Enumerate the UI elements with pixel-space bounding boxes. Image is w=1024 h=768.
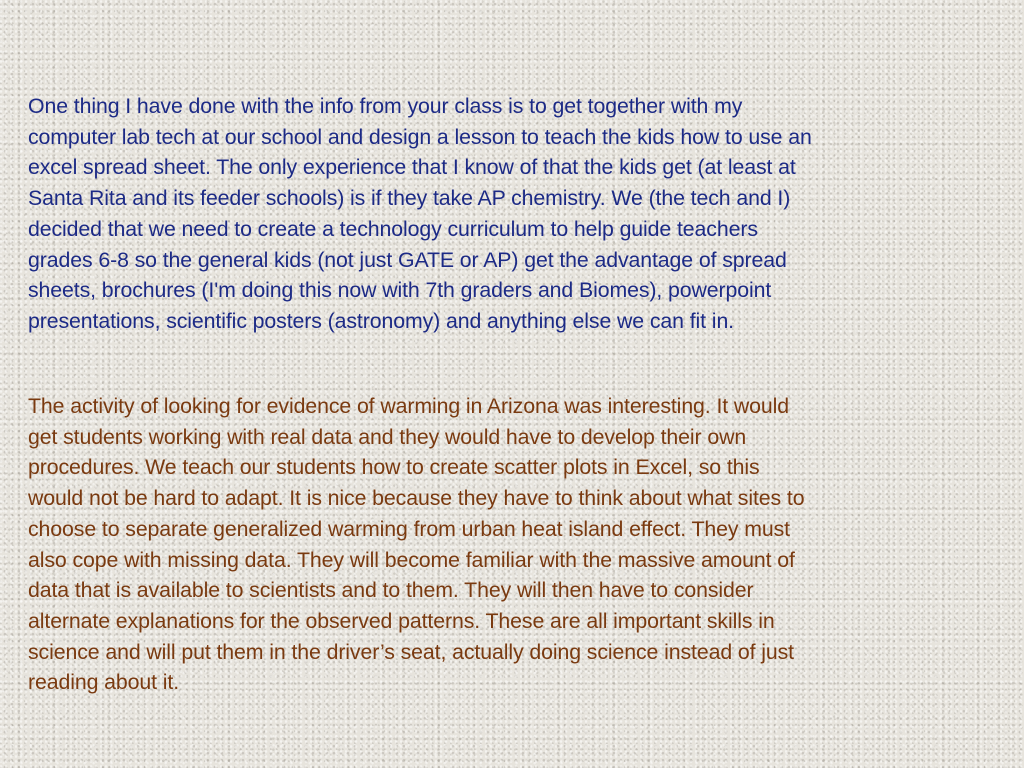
paragraph-arizona-warming-activity [28, 391, 988, 698]
text-line: choose to separate generalized warming from urban heat island effect. They must [28, 516, 790, 541]
text-line: decided that we need to create a technology curriculum to help guide teachers [28, 216, 758, 241]
text-line: would not be hard to adapt. It is nice because they have to think about what sites to [28, 486, 805, 511]
text-line: get students working with real data and they would have to develop their own [28, 424, 747, 449]
text-line: Santa Rita and its feeder schools) is if they take AP chemistry. We (the tech and I) [28, 186, 791, 211]
text-line: sheets, brochures (I'm doing this now with 7th graders and Biomes), powerpoint [28, 278, 772, 303]
text-line: computer lab tech at our school and design a lesson to teach the kids how to use an [28, 124, 812, 149]
paragraph-lab-tech-curriculum [28, 91, 988, 337]
text-line: data that is available to scientists and to them. They will then have to consider [28, 578, 754, 603]
text-line: procedures. We teach our students how to create scatter plots in Excel, so this [28, 455, 760, 480]
text-line: presentations, scientific posters (astronomy) and anything else we can fit in. [28, 308, 735, 333]
text-line: alternate explanations for the observed patterns. These are all important skills in [28, 608, 775, 633]
text-line: The activity of looking for evidence of warming in Arizona was interesting. It would [28, 394, 790, 418]
text-line: also cope with missing data. They will become familiar with the massive amount of [28, 547, 795, 572]
text-line: grades 6-8 so the general kids (not just GATE or AP) get the advantage of spread [28, 247, 787, 272]
text-line: excel spread sheet. The only experience that I know of that the kids get (at least at [28, 155, 796, 180]
text-line: science and will put them in the driver’s seat, actually doing science instead of just [28, 639, 795, 664]
text-line: One thing I have done with the info from your class is to get together with my [28, 94, 743, 118]
text-line: reading about it. [28, 670, 180, 695]
